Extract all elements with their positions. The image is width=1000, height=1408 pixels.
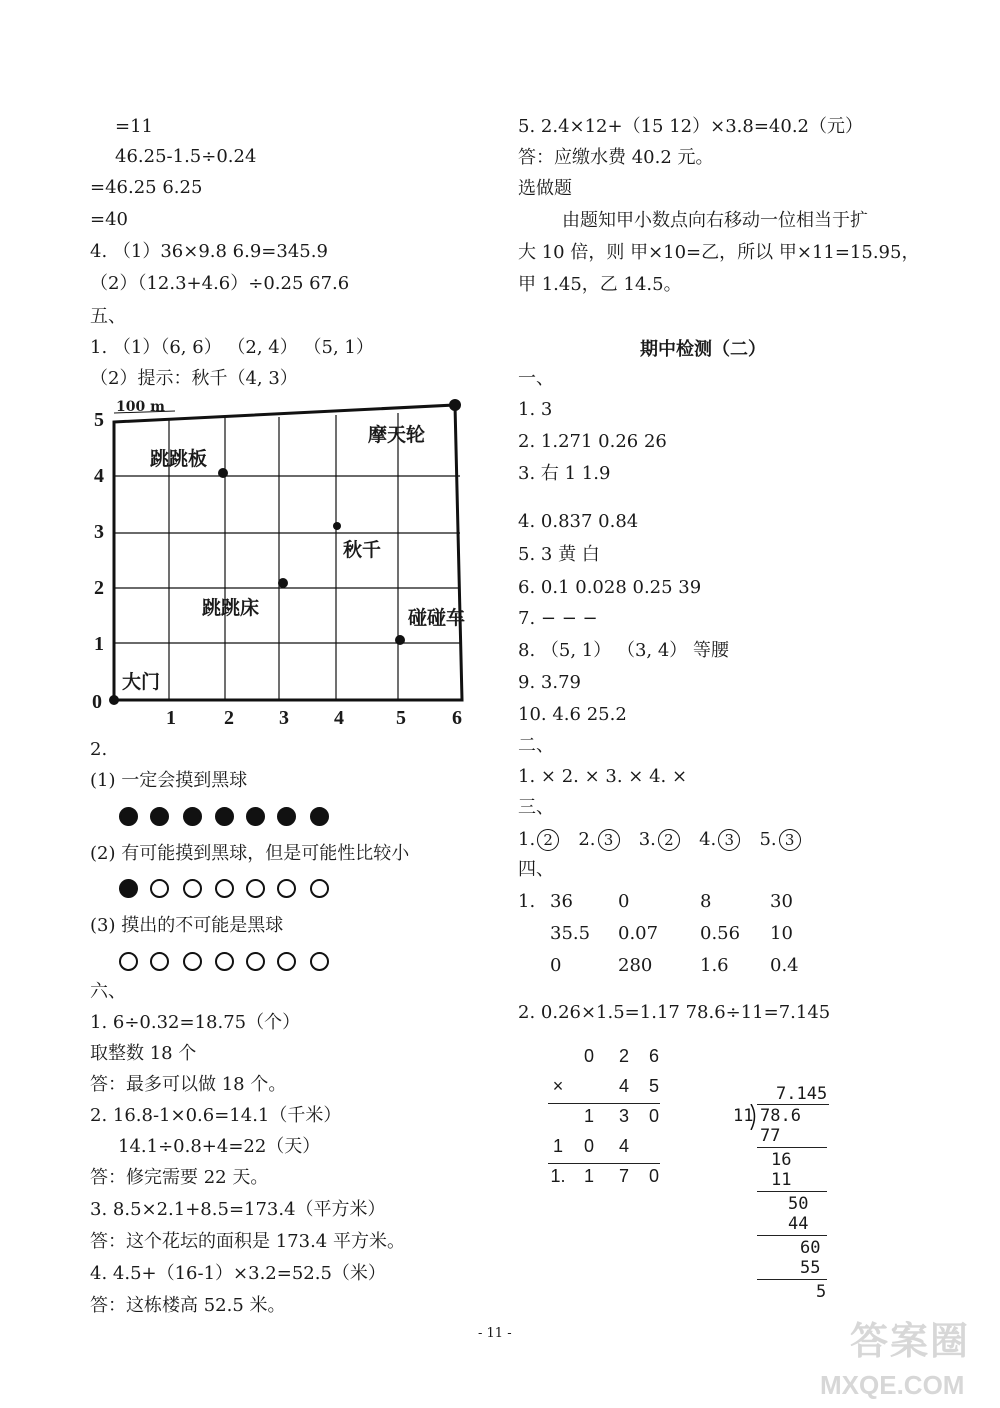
grid-cell: 36 [550,891,573,912]
grid-cell: 10 [770,923,793,944]
answer-line: （2）提示：秋千（4, 3） [90,368,298,389]
coordinate-grid [80,395,500,729]
answer-line: (3) 摸出的不可能是黑球 [90,915,284,936]
black-ball [119,879,138,898]
label-trampoline: 跳跳床 [202,597,260,619]
division-bar [757,1104,829,1105]
section-heading: 三、 [518,797,554,818]
answer-line: 5. 3 黄 白 [518,544,600,565]
white-ball [215,952,234,971]
section-heading: 五、 [90,306,126,327]
grid-cell: 0.56 [700,923,741,944]
choice-number: 3. [638,829,656,850]
grid-cell: 0 [618,891,630,912]
grid-cell: 0.07 [618,923,659,944]
grid-cell: 0 [550,955,562,976]
label-gate: 大门 [122,671,161,693]
y-tick: 5 [94,409,104,431]
white-ball [246,879,265,898]
white-ball [246,952,265,971]
digit: 1 [583,1166,594,1186]
division-step: 44 [788,1214,809,1234]
answer-line: 由题知甲小数点向右移动一位相当于扩 [562,210,868,231]
y-tick: 1 [94,633,104,655]
white-ball [215,879,234,898]
calc-line: （2）（12.3+4.6）÷0.25 67.6 [90,273,350,294]
digit: × [552,1076,564,1096]
rule-line [757,1235,827,1236]
section-heading: 一、 [518,368,554,389]
answer-line: 甲 1.45，乙 14.5。 [518,274,682,295]
choice-circle: 3 [598,829,620,851]
division-step: 16 [771,1150,792,1170]
black-ball [215,807,234,826]
grid-cell: 35.5 [550,923,591,944]
division-step: 55 [800,1258,821,1278]
y-tick: 3 [94,521,104,543]
digit: 4 [618,1136,629,1156]
digit: 0 [648,1106,659,1126]
division-bracket [749,1104,759,1130]
x-tick: 3 [279,707,289,729]
ferris-wheel-point [449,399,461,411]
division-step: 11 [771,1170,792,1190]
white-ball [150,879,169,898]
grid-cell: 1.6 [700,955,729,976]
calc-line: =40 [90,209,128,230]
white-ball [150,952,169,971]
black-ball [183,807,202,826]
choice-number: 2. [578,829,596,850]
question-number: 2. [90,739,108,760]
choice-circle: 2 [537,829,559,851]
answer-line: 答：最多可以做 18 个。 [90,1074,287,1095]
choice-number: 5. [759,829,777,850]
answer-line: 1. （1）（6, 6） （2, 4） （5, 1） [90,337,374,358]
answer-line: 6. 0.1 0.028 0.25 39 [518,577,702,598]
grid-cell: 8 [700,891,712,912]
black-ball [310,807,329,826]
answer-line: 答：应缴水费 40.2 元。 [518,147,714,168]
answer-line: 2. 0.26×1.5=1.17 78.6÷11=7.145 [518,1002,831,1023]
x-tick: 6 [452,707,462,729]
section-heading: 选做题 [518,178,572,199]
answer-line: (2) 有可能摸到黑球，但是可能性比较小 [90,843,410,864]
choice-number: 4. [699,829,717,850]
answer-line: 1. 3 [518,399,553,420]
grid-cell: 30 [770,891,793,912]
calc-line: =46.25 6.25 [90,177,203,198]
grid-cell: 1. [518,891,536,912]
label-jump-board: 跳跳板 [150,448,208,470]
rule-line [548,1103,660,1104]
answer-line: 2. 16.8-1×0.6=14.1（千米） [90,1105,342,1126]
answer-line: 7. − − − [518,608,598,629]
white-ball [183,879,202,898]
answer-line: (1) 一定会摸到黑球 [90,770,248,791]
circled-choices [518,828,803,852]
answer-line: 1. 6÷0.32=18.75（个） [90,1012,301,1033]
black-ball [246,807,265,826]
answer-line: 8. （5, 1） （3, 4） 等腰 [518,640,730,661]
digit: 1 [552,1136,563,1156]
x-tick: 0 [92,691,102,713]
division-step: 50 [788,1194,809,1214]
calc-line: 4. （1）36×9.8 6.9=345.9 [90,241,328,262]
rule-line [548,1163,660,1164]
digit: 0 [583,1136,594,1156]
trampoline-point [278,578,288,588]
answer-line: 3. 8.5×2.1+8.5=173.4（平方米） [90,1199,386,1220]
digit: 1. [550,1166,566,1186]
x-tick: 5 [396,707,406,729]
answer-line: 14.1÷0.8+4=22（天） [118,1136,321,1157]
swing-point [333,522,341,530]
x-tick: 4 [334,707,344,729]
grid-cell: 280 [618,955,653,976]
digit: 3 [618,1106,629,1126]
choice-circle: 3 [779,829,801,851]
digit: 4 [618,1076,629,1096]
label-bumper-car: 碰碰车 [408,607,466,629]
section-heading: 六、 [90,981,126,1002]
answer-line: 答：这个花坛的面积是 173.4 平方米。 [90,1231,405,1252]
scale-label: 100 m [116,399,165,415]
answer-line: 答：这栋楼高 52.5 米。 [90,1295,286,1316]
answer-line: 5. 2.4×12+（15 12）×3.8=40.2（元） [518,116,863,137]
white-ball [277,879,296,898]
digit: 2 [618,1046,629,1066]
section-heading: 二、 [518,735,554,756]
watermark-url: MXQE.COM [820,1370,965,1400]
answer-line: 2. 1.271 0.26 26 [518,431,667,452]
white-ball [277,952,296,971]
white-ball [119,952,138,971]
page-title: 期中检测（二） [640,339,766,360]
black-ball [150,807,169,826]
calc-line: =11 [115,116,153,137]
answer-line: 3. 右 1 1.9 [518,463,611,484]
bumper-car-point [395,635,405,645]
black-ball [277,807,296,826]
y-tick: 4 [94,465,104,487]
label-ferris-wheel: 摩天轮 [368,424,426,446]
choice-circle: 3 [718,829,740,851]
white-ball [310,879,329,898]
answer-line: 1. × 2. × 3. × 4. × [518,766,688,787]
answer-line: 取整数 18 个 [90,1043,197,1064]
answer-line: 10. 4.6 25.2 [518,704,627,725]
grid-cell: 0.4 [770,955,799,976]
quotient: 7.145 [776,1084,828,1104]
digit: 1 [583,1106,594,1126]
jump-board-point [218,468,228,478]
white-ball [310,952,329,971]
answer-line: 大 10 倍，则 甲×10=乙，所以 甲×11=15.95， [518,242,920,263]
choice-circle: 2 [658,829,680,851]
x-tick: 1 [166,707,176,729]
origin-point [109,695,119,705]
digit: 0 [583,1046,594,1066]
y-tick: 2 [94,577,104,599]
division-step: 60 [800,1238,821,1258]
section-heading: 四、 [518,859,554,880]
white-ball [183,952,202,971]
digit: 5 [648,1076,659,1096]
answer-line: 9. 3.79 [518,672,581,693]
division-step: 5 [816,1282,827,1302]
watermark-logo: 答案圈 [850,1321,971,1363]
division-step: 77 [760,1126,781,1146]
digit: 6 [648,1046,659,1066]
digit: 0 [648,1166,659,1186]
answer-line: 4. 4.5+（16-1）×3.2=52.5（米） [90,1263,386,1284]
label-swing: 秋千 [343,539,382,561]
divisor: 11 [733,1106,754,1126]
rule-line [757,1147,827,1148]
rule-line [757,1279,827,1280]
answer-line: 4. 0.837 0.84 [518,511,639,532]
dividend: 78.6 [760,1106,801,1126]
choice-number: 1. [518,829,536,850]
digit: 7 [618,1166,629,1186]
answer-line: 答：修完需要 22 天。 [90,1167,269,1188]
x-tick: 2 [224,707,234,729]
black-ball [119,807,138,826]
calc-line: 46.25-1.5÷0.24 [115,146,257,167]
rule-line [757,1191,827,1192]
page-number: - 11 - [478,1326,512,1341]
